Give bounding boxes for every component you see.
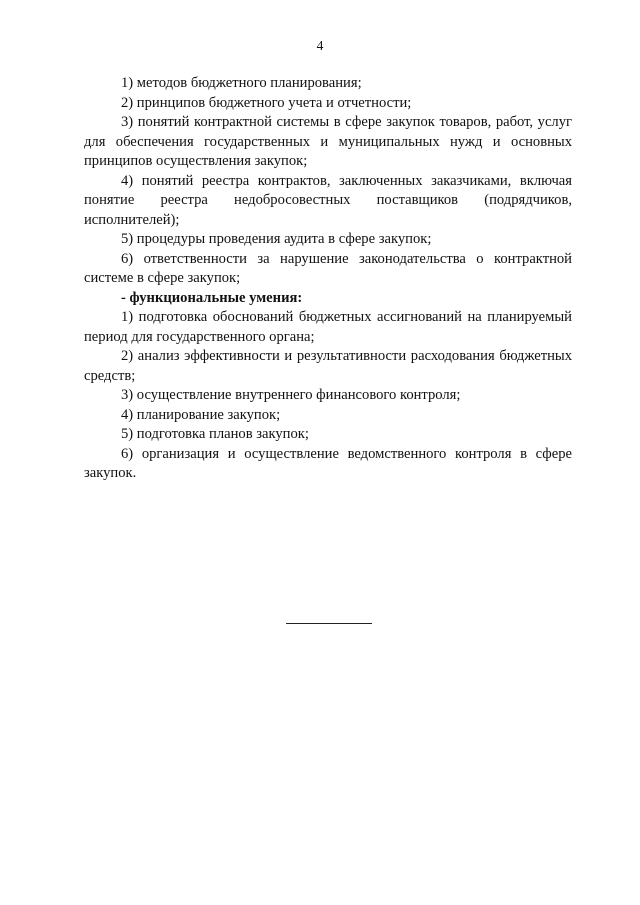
section-heading: - функциональные умения: bbox=[121, 289, 303, 306]
list-item: 6) организация и осуществление ведомственного контроля в сфере закупок. bbox=[84, 445, 572, 481]
list-item: 4) понятий реестра контрактов, заключенных заказчиками, включая понятие реестра недобросовестных поставщиков (подрядчиков, исполнителей); bbox=[84, 172, 572, 228]
document-body bbox=[84, 74, 572, 484]
end-separator-line bbox=[286, 623, 372, 624]
list-item: 5) подготовка планов закупок; bbox=[121, 426, 309, 442]
list-item: 3) понятий контрактной системы в сфере закупок товаров, работ, услуг для обеспечения государственных и муниципальных нужд и основных принципов осуществления закупок; bbox=[84, 114, 572, 169]
list-item: 5) процедуры проведения аудита в сфере закупок; bbox=[121, 231, 432, 247]
page-number: 4 bbox=[316, 38, 324, 53]
list-item: 2) анализ эффективности и результативности расходования бюджетных средств; bbox=[84, 348, 572, 384]
list-item: 4) планирование закупок; bbox=[121, 406, 281, 423]
list-item: 2) принципов бюджетного учета и отчетности; bbox=[121, 94, 412, 111]
list-item: 3) осуществление внутреннего финансового контроля; bbox=[121, 387, 461, 403]
list-item: 1) методов бюджетного планирования; bbox=[121, 75, 362, 91]
list-item: 6) ответственности за нарушение законодательства о контрактной системе в сфере закупок; bbox=[84, 250, 572, 286]
list-item: 1) подготовка обоснований бюджетных ассигнований на планируемый период для государственного органа; bbox=[84, 309, 572, 345]
